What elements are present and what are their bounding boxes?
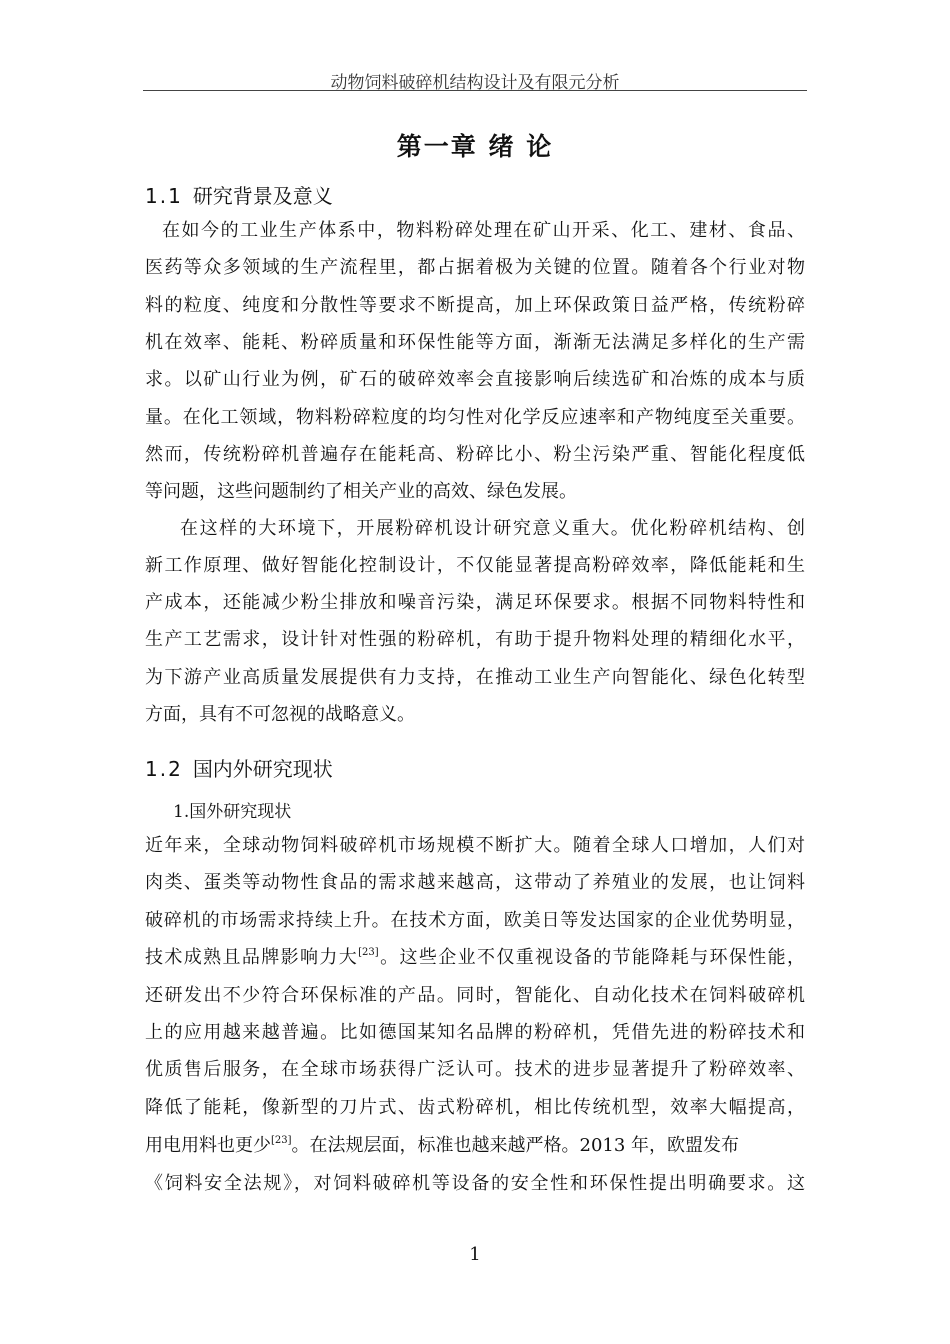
paragraph-line: 《饲料安全法规》，对饲料破碎机等设备的安全性和环保性提出明确要求。这 bbox=[145, 1173, 805, 1194]
section-title: 研究背景及意义 bbox=[192, 184, 333, 208]
running-header: 动物饲料破碎机结构设计及有限元分析 bbox=[330, 73, 620, 93]
paragraph-line: 为下游产业高质量发展提供有力支持，在推动工业生产向智能化、绿色化转型 bbox=[145, 667, 805, 688]
paragraph-line: 还研发出不少符合环保标准的产品。同时，智能化、自动化技术在饲料破碎机 bbox=[145, 985, 805, 1006]
line-text: 技术成熟且品牌影响力大 bbox=[145, 947, 359, 968]
chapter-title: 第一章 绪 论 bbox=[396, 132, 554, 161]
paragraph-line: 方面，具有不可忽视的战略意义。 bbox=[145, 704, 415, 725]
paragraph-line: 机在效率、能耗、粉碎质量和环保性能等方面，渐渐无法满足多样化的生产需 bbox=[145, 332, 805, 353]
paragraph-line: 上的应用越来越普遍。比如德国某知名品牌的粉碎机，凭借先进的粉碎技术和 bbox=[145, 1022, 805, 1043]
paragraph-line: 料的粒度、纯度和分散性等要求不断提高，加上环保政策日益严格，传统粉碎 bbox=[145, 295, 805, 316]
section-title: 国内外研究现状 bbox=[192, 757, 333, 781]
paragraph-line bbox=[145, 1134, 805, 1158]
section-heading-1-2 bbox=[145, 753, 333, 782]
subsection-heading: 1.国外研究现状 bbox=[173, 802, 292, 822]
page-number: 1 bbox=[469, 1244, 481, 1265]
line-text: 用电用料也更少 bbox=[145, 1135, 271, 1156]
header-rule bbox=[143, 90, 807, 91]
line-text: 。这些企业不仅重视设备的节能降耗与环保性能， bbox=[378, 947, 805, 968]
paragraph-line: 在这样的大环境下，开展粉碎机设计研究意义重大。优化粉碎机结构、创 bbox=[180, 518, 805, 539]
paragraph-line: 医药等众多领域的生产流程里，都占据着极为关键的位置。随着各个行业对物 bbox=[145, 257, 805, 278]
paragraph-line: 等问题，这些问题制约了相关产业的高效、绿色发展。 bbox=[145, 481, 577, 502]
paragraph-line: 量。在化工领域，物料粉碎粒度的均匀性对化学反应速率和产物纯度至关重要。 bbox=[145, 407, 805, 428]
paragraph-line: 破碎机的市场需求持续上升。在技术方面，欧美日等发达国家的企业优势明显， bbox=[145, 910, 805, 931]
citation: [23] bbox=[271, 1135, 292, 1146]
paragraph-line: 优质售后服务，在全球市场获得广泛认可。技术的进步显著提升了粉碎效率、 bbox=[145, 1059, 805, 1080]
section-heading-1-1 bbox=[145, 180, 333, 209]
citation: [23] bbox=[358, 947, 379, 958]
section-number: 1.1 bbox=[145, 184, 183, 208]
paragraph-line: 近年来，全球动物饲料破碎机市场规模不断扩大。随着全球人口增加，人们对 bbox=[145, 835, 805, 856]
paragraph-line: 求。以矿山行业为例，矿石的破碎效率会直接影响后续选矿和冶炼的成本与质 bbox=[145, 369, 805, 390]
paragraph-line: 新工作原理、做好智能化控制设计，不仅能显著提高粉碎效率，降低能耗和生 bbox=[145, 555, 805, 576]
paragraph-line: 肉类、蛋类等动物性食品的需求越来越高，这带动了养殖业的发展，也让饲料 bbox=[145, 872, 805, 893]
section-number: 1.2 bbox=[145, 757, 183, 781]
paragraph-line: 然而，传统粉碎机普遍存在能耗高、粉碎比小、粉尘污染严重、智能化程度低 bbox=[145, 444, 805, 465]
paragraph-line bbox=[145, 946, 805, 970]
paragraph-line: 在如今的工业生产体系中，物料粉碎处理在矿山开采、化工、建材、食品、 bbox=[162, 220, 805, 241]
paragraph-line: 产成本，还能减少粉尘排放和噪音污染，满足环保要求。根据不同物料特性和 bbox=[145, 592, 805, 613]
paragraph-line: 降低了能耗，像新型的刀片式、齿式粉碎机，相比传统机型，效率大幅提高， bbox=[145, 1097, 805, 1118]
line-text: 。在法规层面，标准也越来越严格。2013 年，欧盟发布 bbox=[291, 1135, 740, 1156]
paragraph-line: 生产工艺需求，设计针对性强的粉碎机，有助于提升物料处理的精细化水平， bbox=[145, 629, 805, 650]
